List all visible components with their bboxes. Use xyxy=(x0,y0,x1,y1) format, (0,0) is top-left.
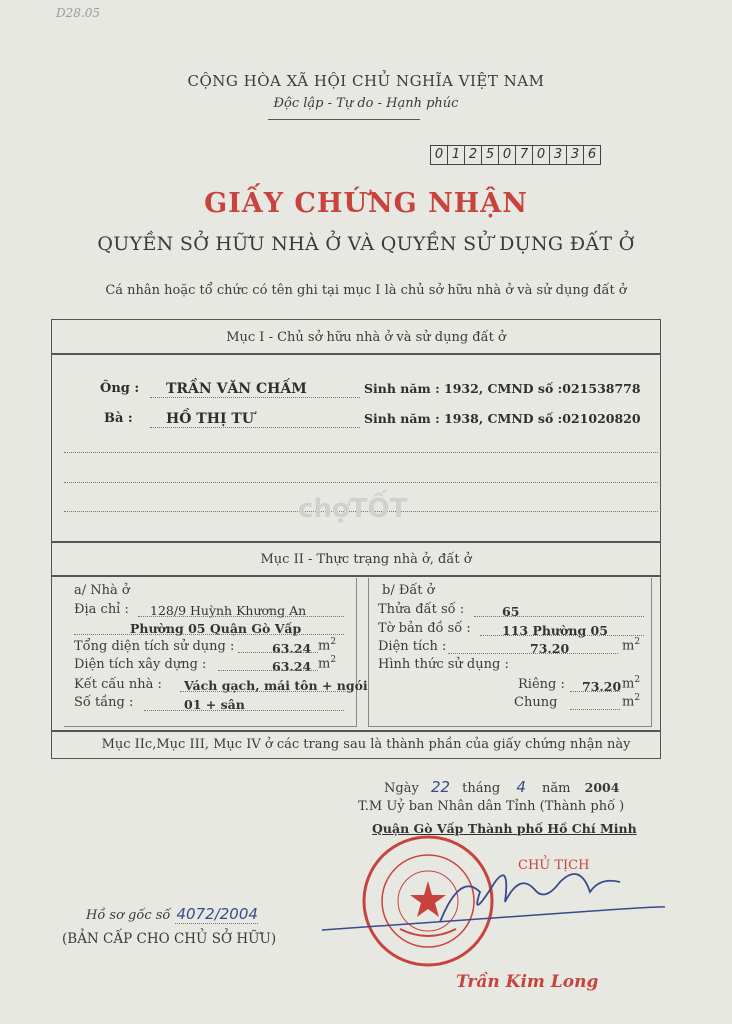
land-map-label: Tờ bản đồ số : xyxy=(378,621,471,636)
dotted-line xyxy=(480,635,644,636)
file-number-line xyxy=(86,905,258,923)
watermark-logo: chợTỐT xyxy=(298,494,408,524)
date-month: 4 xyxy=(516,778,526,796)
dotted-line xyxy=(218,670,318,671)
dotted-line xyxy=(570,709,620,710)
owner1-name: TRẦN VĂN CHẤM xyxy=(166,381,307,397)
dotted-line xyxy=(474,616,644,617)
house-built-area-unit: $m^2$ xyxy=(318,655,337,672)
land-map: 113 Phường 05 xyxy=(502,623,608,638)
land-area-label: Diện tích : xyxy=(378,639,447,654)
date-month-label: tháng xyxy=(462,781,501,796)
dotted-line xyxy=(64,452,658,453)
owner2-title: Bà : xyxy=(104,411,133,426)
motto: Độc lập - Tự do - Hạnh phúc xyxy=(273,96,459,111)
serial-digit: 3 xyxy=(550,145,567,165)
serial-digit: 6 xyxy=(584,145,601,165)
dotted-line xyxy=(74,634,344,635)
serial-number xyxy=(430,145,601,163)
dotted-line xyxy=(448,653,618,654)
land-plot-label: Thửa đất số : xyxy=(378,602,465,617)
serial-digit: 0 xyxy=(533,145,550,165)
section1-heading: Mục I - Chủ sở hữu nhà ở và sử dụng đất ở xyxy=(226,330,506,345)
dotted-line xyxy=(570,691,620,692)
corner-note: D28.05 xyxy=(56,6,100,20)
land-heading: b/ Đất ở xyxy=(382,583,435,598)
house-built-area-label: Diện tích xây dựng : xyxy=(74,657,207,672)
owner2-name: HỒ THỊ TƯ xyxy=(166,411,254,427)
house-address-line1: 128/9 Huỳnh Khương An xyxy=(150,603,307,618)
date-prefix: Ngày xyxy=(384,781,419,796)
date-year-label: năm xyxy=(542,781,571,796)
motto-underline xyxy=(268,119,420,120)
footer-note: Mục IIc,Mục III, Mục IV ở các trang sau là thành phần của giấy chứng nhận này xyxy=(101,737,631,752)
dotted-line xyxy=(180,691,350,692)
owner1-title: Ông : xyxy=(100,381,140,396)
dotted-line xyxy=(150,397,360,398)
dotted-line xyxy=(144,710,344,711)
document-title: GIẤY CHỨNG NHẬN xyxy=(204,188,528,219)
land-area-unit: $m^2$ xyxy=(622,637,641,654)
copy-note: (BẢN CẤP CHO CHỦ SỞ HỮU) xyxy=(62,931,277,947)
owner2-info: Sinh năm : 1938, CMND số :021020820 xyxy=(364,411,641,426)
house-total-area: 63.24 xyxy=(272,641,312,656)
serial-digit: 0 xyxy=(499,145,516,165)
land-shared-unit: $m^2$ xyxy=(622,693,641,710)
house-total-area-unit: $m^2$ xyxy=(318,637,337,654)
date-line xyxy=(384,778,619,796)
section2-heading: Mục II - Thực trạng nhà ở, đất ở xyxy=(260,552,472,567)
house-structure-label: Kết cấu nhà : xyxy=(74,677,162,692)
owner1-info: Sinh năm : 1932, CMND số :021538778 xyxy=(364,381,641,396)
house-heading: a/ Nhà ở xyxy=(74,583,130,598)
house-address-line2: Phường 05 Quận Gò Vấp xyxy=(130,621,302,636)
serial-digit: 0 xyxy=(430,145,448,165)
land-private-label: Riêng : xyxy=(518,677,565,692)
document-subtitle: QUYỀN SỞ HỮU NHÀ Ở VÀ QUYỀN SỬ DỤNG ĐẤT Ở xyxy=(97,233,635,255)
serial-digit: 3 xyxy=(567,145,584,165)
land-private: 73.20 xyxy=(582,679,622,694)
land-area: 73.20 xyxy=(530,641,570,656)
file-number: 4072/2004 xyxy=(176,905,258,923)
signer-role: CHỦ TỊCH xyxy=(518,858,590,873)
house-structure: Vách gạch, mái tôn + ngói xyxy=(184,678,368,693)
house-built-area: 63.24 xyxy=(272,659,312,674)
signer-district: Quận Gò Vấp Thành phố Hồ Chí Minh xyxy=(372,821,637,836)
house-total-area-label: Tổng diện tích sử dụng : xyxy=(74,639,235,654)
dotted-line xyxy=(150,427,360,428)
land-private-unit: $m^2$ xyxy=(622,675,641,692)
signer-org-line: T.M Uỷ ban Nhân dân Tỉnh (Thành phố ) xyxy=(358,799,625,814)
dotted-line xyxy=(138,616,344,617)
signature-icon xyxy=(320,852,670,942)
serial-digit: 5 xyxy=(482,145,499,165)
section2-divider-top xyxy=(51,575,661,577)
date-day: 22 xyxy=(430,778,451,796)
serial-digit: 2 xyxy=(465,145,482,165)
nation-header: CỘNG HÒA XÃ HỘI CHỦ NGHĨA VIỆT NAM xyxy=(187,72,545,90)
land-plot: 65 xyxy=(502,604,520,619)
section1-divider xyxy=(51,353,661,355)
land-shared-label: Chung xyxy=(514,695,558,710)
signer-name: Trần Kim Long xyxy=(456,972,599,992)
dotted-line xyxy=(64,482,658,483)
house-address-label: Địa chỉ : xyxy=(74,602,129,617)
serial-digit: 1 xyxy=(448,145,465,165)
house-floors: 01 + sân xyxy=(184,697,245,712)
date-year: 2004 xyxy=(584,780,620,795)
house-floors-label: Số tầng : xyxy=(74,695,134,710)
land-usage-label: Hình thức sử dụng : xyxy=(378,657,509,672)
file-label: Hồ sơ gốc số xyxy=(86,908,171,923)
serial-digit: 7 xyxy=(516,145,533,165)
section2-divider-bottom xyxy=(51,730,661,732)
dotted-line xyxy=(238,652,318,653)
intro-text: Cá nhân hoặc tổ chức có tên ghi tại mục I là chủ sở hữu nhà ở và sử dụng đất ở xyxy=(105,283,627,298)
